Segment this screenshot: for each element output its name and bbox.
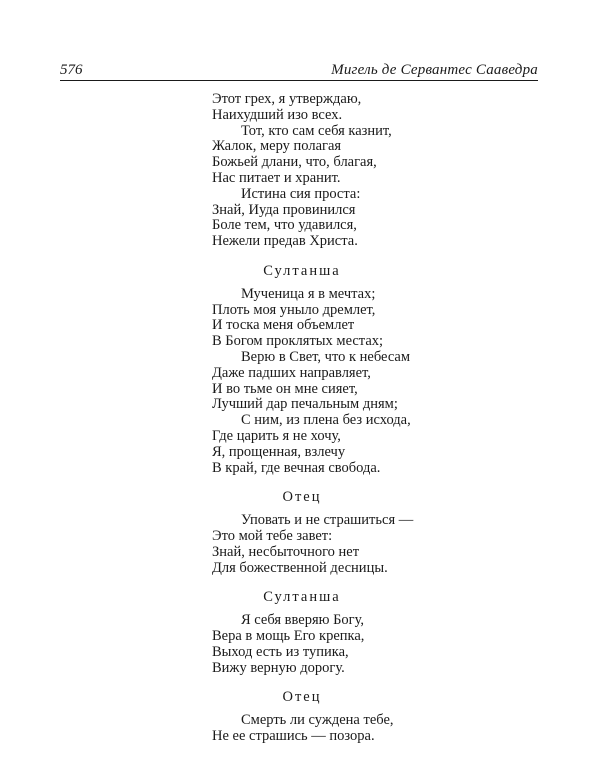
verse-line: Лучший дар печальным дням; [212, 396, 398, 413]
page-number: 576 [60, 62, 83, 78]
page-header [60, 58, 538, 84]
verse-line: Я себя вверяю Богу, [241, 612, 365, 629]
verse-line: Уповать и не страшиться — [241, 512, 414, 529]
verse-line: Вижу верную дорогу. [212, 659, 345, 676]
stanza [212, 690, 542, 744]
verse-line: В Богом проклятых местах; [212, 333, 384, 350]
verse-line: Для божественной десницы. [212, 559, 388, 576]
verse-line: Божьей длани, что, благая, [212, 154, 377, 171]
verse-line: Я, прощенная, взлечу [212, 443, 346, 460]
verse-line: Боле тем, что удавился, [212, 217, 357, 234]
verse-line: Жалок, меру полагая [212, 138, 342, 155]
verse-line: Смерть ли суждена тебе, [241, 712, 394, 729]
stanza [212, 490, 542, 576]
verse-line: Верю в Свет, что к небесам [241, 348, 411, 365]
verse-line: Вера в мощь Его крепка, [212, 627, 365, 644]
speaker-name: Султанша [263, 262, 341, 279]
verse-line: Где царить я не хочу, [212, 427, 341, 444]
speaker-name: Отец [282, 489, 322, 506]
verse-line: Знай, несбыточного нет [212, 543, 360, 560]
verse-line: Нас питает и хранит. [212, 169, 341, 186]
verse-line: В край, где вечная свобода. [212, 459, 381, 476]
stanza [212, 264, 542, 476]
verse-line: Выход есть из тупика, [212, 643, 349, 660]
verse-line: Тот, кто сам себя казнит, [241, 122, 392, 139]
header-rule [60, 80, 538, 81]
verse-line: Это мой тебе завет: [212, 527, 333, 544]
poem-body [212, 92, 542, 745]
speaker-name: Отец [282, 689, 322, 706]
verse-line: Плоть моя уныло дремлет, [212, 301, 376, 318]
stanza [212, 92, 542, 250]
stanza [212, 590, 542, 676]
verse-line: И во тьме он мне сияет, [212, 380, 358, 397]
speaker-name: Султанша [263, 589, 341, 606]
verse-line: Истина сия проста: [241, 185, 361, 202]
verse-line: Знай, Иуда провинился [212, 201, 356, 218]
verse-line: Этот грех, я утверждаю, [212, 91, 362, 107]
verse-line: Не ее страшись — позора. [212, 727, 375, 744]
verse-line: Наихудший изо всех. [212, 106, 343, 123]
verse-line: И тоска меня объемлет [212, 317, 355, 334]
verse-line: Даже падших направляет, [212, 364, 371, 381]
verse-line: С ним, из плена без исхода, [241, 412, 411, 429]
running-title: Мигель де Сервантес Сааведра [331, 62, 538, 78]
verse-line: Мученица я в мечтах; [241, 285, 376, 302]
verse-line: Нежели предав Христа. [212, 233, 358, 250]
